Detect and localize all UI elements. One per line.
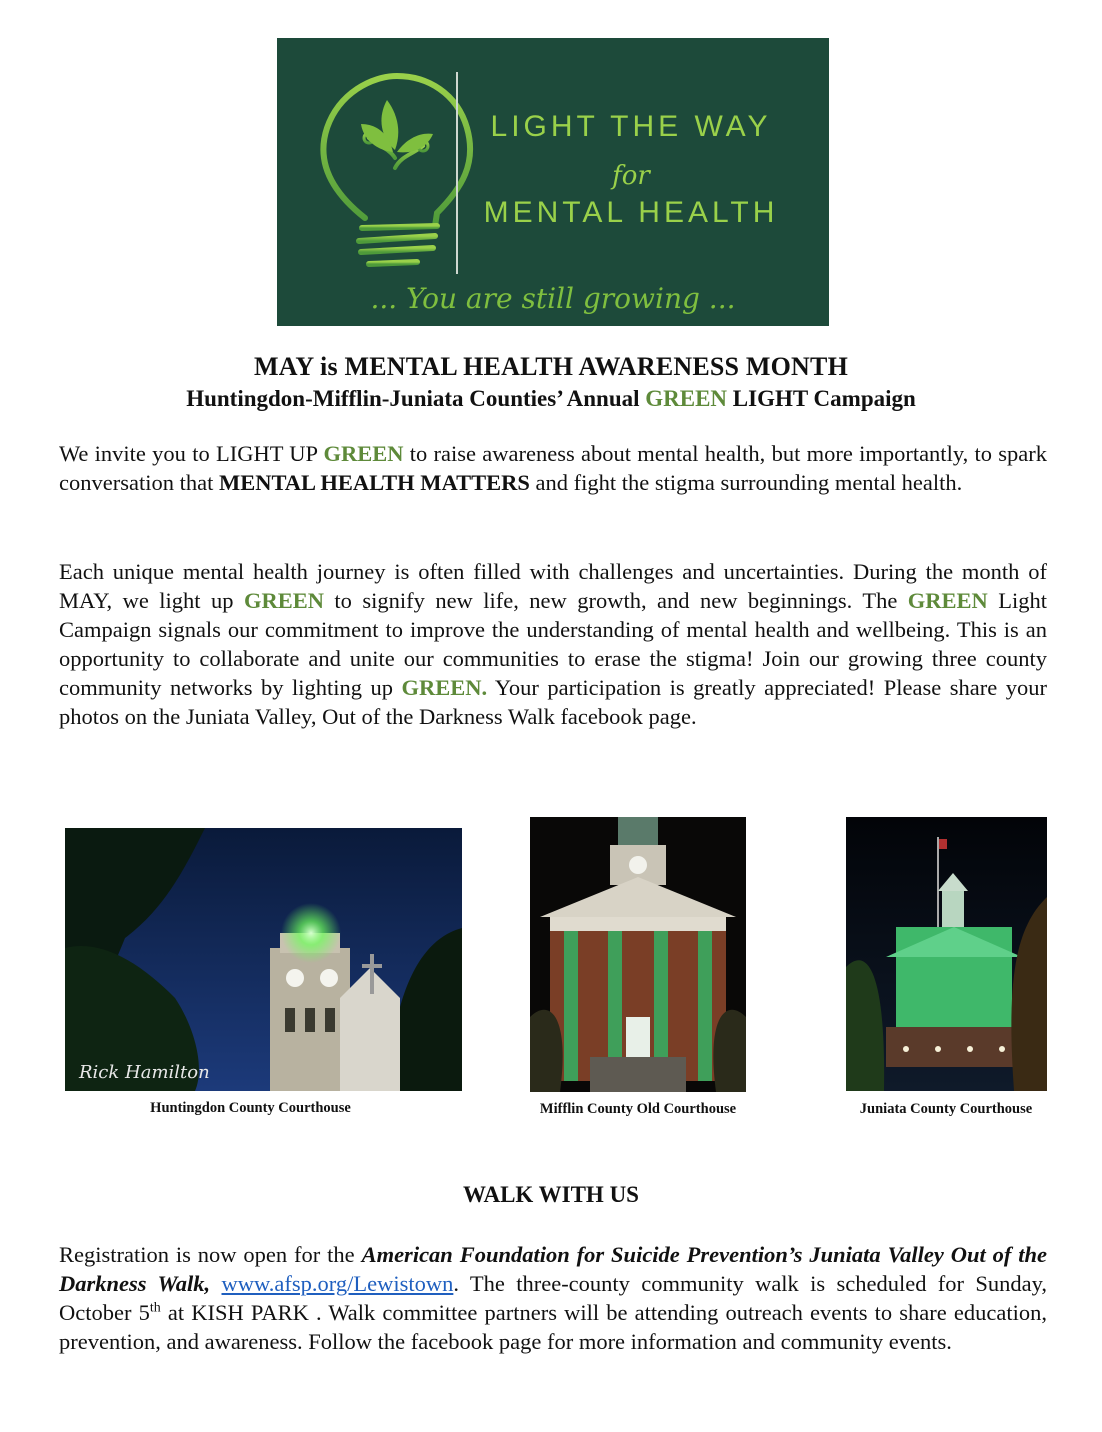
p1-text-3: and fight the stigma surrounding mental health.	[529, 470, 963, 495]
p1-text-1: We invite you to LIGHT UP	[59, 441, 324, 466]
walk-text-2	[210, 1271, 221, 1296]
mifflin-caption: Mifflin County Old Courthouse	[539, 1101, 737, 1117]
p1-bold-1: MENTAL HEALTH MATTERS	[218, 470, 530, 495]
p2-text-4: Your participation is greatly appreciated! Please share your photos on the Juniata Valley, Out of the Darkness Walk facebook page.	[59, 675, 1047, 729]
page-subtitle	[0, 386, 1102, 412]
banner-line2: for	[612, 161, 650, 191]
leaf-icon	[361, 100, 433, 152]
walk-heading: WALK WITH US	[463, 1182, 639, 1207]
huntingdon-courthouse-photo	[65, 828, 462, 1091]
afsp-link[interactable]: www.afsp.org/Lewistown	[221, 1271, 454, 1296]
date-suffix: th	[149, 1300, 161, 1316]
walk-text-3: . The three-county community walk is scheduled for Sunday, October 5	[59, 1271, 1048, 1325]
campaign-paragraph	[59, 557, 1047, 731]
mifflin-courthouse-photo	[530, 817, 746, 1092]
juniata-courthouse-photo	[846, 817, 1047, 1091]
p1-green-1: GREEN	[323, 441, 404, 466]
p2-text-2: to signify new life, new growth, and new beginnings. The	[323, 588, 908, 613]
subtitle-green-word: GREEN	[645, 386, 728, 411]
banner-line3: MENTAL HEALTH	[483, 196, 779, 229]
banner-line1: LIGHT THE WAY	[490, 110, 772, 143]
walk-text-4: at KISH PARK . Walk committee partners will be attending outreach events to share education, prevention, and awareness. Follow the facebook page for more information and community events.	[59, 1300, 1047, 1354]
subtitle-text-1: Huntingdon-Mifflin-Juniata Counties’ Annual	[186, 386, 646, 411]
p2-green-2: GREEN	[907, 588, 988, 613]
walk-text-1: Registration is now open for the	[59, 1242, 362, 1267]
huntingdon-caption: Huntingdon County Courthouse	[150, 1100, 351, 1116]
subtitle-text-2: LIGHT Campaign	[727, 386, 916, 411]
banner-tagline: ... You are still growing ...	[370, 282, 736, 315]
p2-text-1: Each unique mental health journey is often filled with challenges and uncertainties. During the month of MAY, we light up	[59, 559, 1047, 613]
walk-paragraph	[59, 1240, 1047, 1356]
campaign-banner	[277, 38, 829, 326]
walk-org-name: American Foundation for Suicide Prevention’s Juniata Valley Out of the Darkness Walk,	[59, 1242, 1047, 1296]
p2-green-1: GREEN	[243, 588, 324, 613]
p1-text-2: to raise awareness about mental health, but more importantly, to spark conversation that	[59, 441, 1047, 495]
p2-green-3: GREEN.	[401, 675, 488, 700]
invite-paragraph	[59, 439, 1047, 497]
photographer-signature: Rick Hamilton	[79, 1062, 210, 1083]
lightbulb-icon	[323, 76, 470, 264]
page-title: MAY is MENTAL HEALTH AWARENESS MONTH	[253, 352, 848, 381]
juniata-caption: Juniata County Courthouse	[859, 1101, 1033, 1117]
p2-text-3: Light Campaign signals our commitment to improve the understanding of mental health and wellbeing. This is an opportunity to collaborate and unite our communities to erase the stigma! Join our growing three county community networks by lighting up	[59, 588, 1047, 700]
